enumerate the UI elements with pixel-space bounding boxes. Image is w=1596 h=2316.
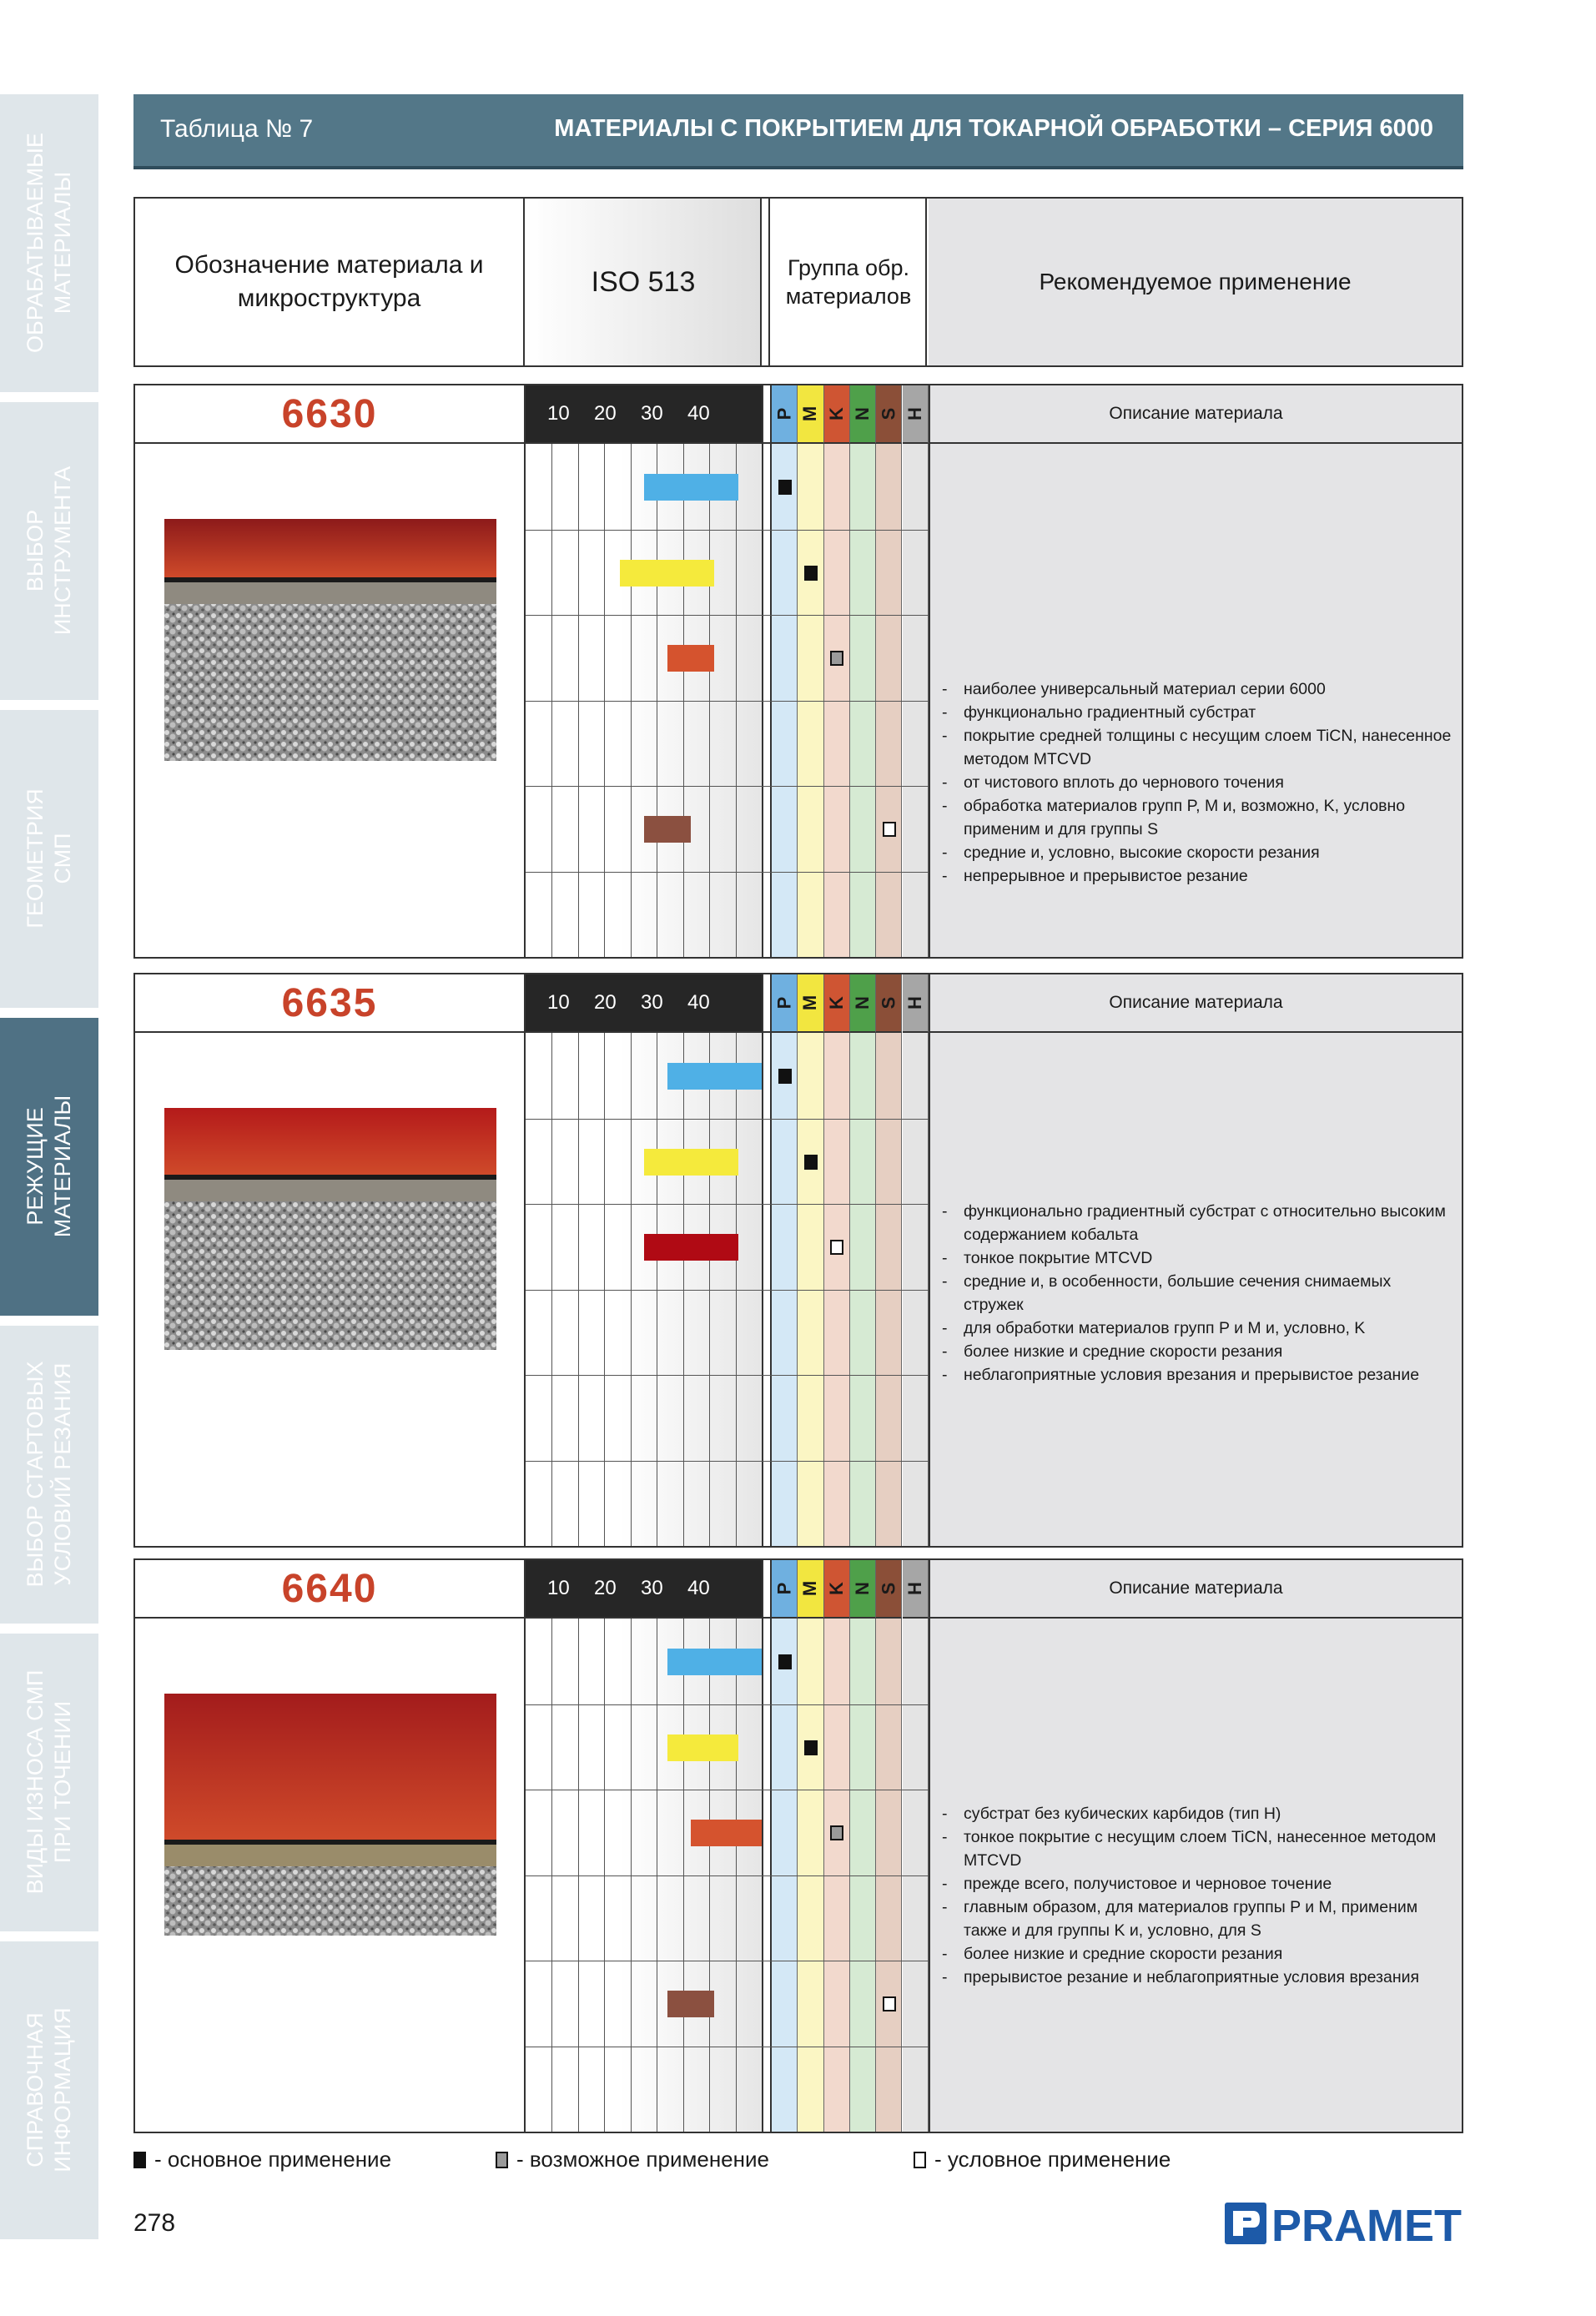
description-list: [942, 1802, 1453, 1989]
grid-hline: [526, 1461, 929, 1462]
sidebar-tab-7[interactable]: [0, 1941, 98, 2239]
header-iso-513: ISO 513: [526, 199, 762, 365]
iso-range-bar: [644, 474, 738, 501]
sidebar-tab-label: ВИДЫ ИЗНОСА СМП ПРИ ТОЧЕНИИ: [23, 1669, 75, 1895]
logo-text: PRAMET: [1271, 2201, 1462, 2248]
column-separator: [762, 385, 772, 444]
group-letter: N: [852, 996, 874, 1009]
group-header-m: [798, 385, 823, 444]
description-item: - покрытие средней толщины с несущим слоем TiCN, нанесенное методом MTCVD: [942, 724, 1453, 771]
coating-interface: [164, 1840, 496, 1845]
microstructure-cell: [135, 444, 526, 957]
group-letter: P: [773, 407, 795, 420]
sidebar-tab-1[interactable]: [0, 94, 98, 392]
group-letter: P: [773, 996, 795, 1009]
iso-range-bar: [667, 1991, 715, 2017]
iso-tick-label: 40: [687, 1577, 710, 1599]
iso-range-bar: [691, 1820, 762, 1846]
description-item: - наиболее универсальный материал серии 6000: [942, 677, 1453, 701]
iso-tick-label: 10: [547, 402, 570, 425]
grid-hline: [526, 1375, 929, 1376]
base-layer: [164, 1180, 496, 1201]
material-block-6635: [133, 973, 1463, 1548]
material-block-6630: [133, 384, 1463, 959]
group-header-p: [772, 1560, 798, 1619]
description-item: - функционально градиентный субстрат с относительно высоким содержанием кобальта: [942, 1200, 1453, 1246]
iso-tick-label: 20: [594, 402, 617, 425]
description-item: - неблагоприятные условия врезания и прерывистое резание: [942, 1363, 1453, 1387]
description-item: - непрерывное и прерывистое резание: [942, 864, 1453, 888]
material-code-cell: [135, 974, 526, 1033]
coating-interface: [164, 577, 496, 582]
iso-tick-label: 10: [547, 991, 570, 1014]
grid-hline: [526, 1875, 929, 1876]
description-list: [942, 1200, 1453, 1387]
pramet-logo-icon: [1225, 2203, 1266, 2244]
base-layer: [164, 1845, 496, 1866]
group-letter: S: [878, 407, 899, 420]
group-header-h: [903, 1560, 929, 1619]
grid-hline: [526, 701, 929, 702]
group-letter: K: [825, 1582, 847, 1595]
material-code: 6630: [281, 391, 378, 436]
sidebar-tab-6[interactable]: [0, 1634, 98, 1931]
coating-layer: [164, 1694, 496, 1840]
group-letter: S: [878, 1582, 899, 1595]
pramet-logo: [1225, 2199, 1465, 2248]
description-item: - субстрат без кубических карбидов (тип H): [942, 1802, 1453, 1825]
group-letter: M: [799, 994, 821, 1011]
group-letter: H: [904, 1582, 925, 1595]
group-letter: M: [799, 405, 821, 422]
group-header-k: [824, 385, 850, 444]
group-letter: H: [904, 407, 925, 420]
group-header-m: [798, 1560, 823, 1619]
description-item: - для обработки материалов групп P и M и, условно, K: [942, 1317, 1453, 1340]
group-header-k: [824, 1560, 850, 1619]
material-block-6640: [133, 1558, 1463, 2133]
sidebar-tab-label: ВЫБОР СТАРТОВЫХ УСЛОВИЙ РЕЗАНИЯ: [23, 1361, 75, 1588]
group-header-h: [903, 974, 929, 1033]
primary-marker-icon: [778, 480, 792, 495]
material-code: 6640: [281, 1566, 378, 1611]
legend-possible-label: - возможное применение: [516, 2147, 769, 2172]
iso-tick-label: 10: [547, 1577, 570, 1599]
page-title: МАТЕРИАЛЫ С ПОКРЫТИЕМ ДЛЯ ТОКАРНОЙ ОБРАБОТКИ – СЕРИЯ 6000: [554, 115, 1433, 142]
title-bar: [133, 94, 1463, 169]
description-item: - от чистового вплоть до чернового точения: [942, 771, 1453, 794]
iso-tick-label: 30: [641, 402, 663, 425]
grid-hline: [526, 786, 929, 787]
group-letter: H: [904, 996, 925, 1009]
group-letter: K: [825, 996, 847, 1009]
grid-hline: [526, 1204, 929, 1205]
iso-range-bar: [644, 1234, 738, 1261]
description-item: - главным образом, для материалов группы P и M, применим также и для группы K и, условно, для S: [942, 1896, 1453, 1942]
description-cell: [929, 444, 1462, 957]
legend-conditional-label: - условное применение: [934, 2147, 1171, 2172]
group-header-n: [850, 385, 876, 444]
iso-tick-label: 20: [594, 1577, 617, 1599]
base-layer: [164, 582, 496, 604]
iso-range-bar: [667, 1063, 762, 1090]
possible-marker-icon: [830, 1825, 843, 1840]
iso-tick-label: 20: [594, 991, 617, 1014]
group-header-p: [772, 385, 798, 444]
microstructure-cell: [135, 1619, 526, 2132]
primary-marker-icon: [778, 1069, 792, 1084]
group-header-s: [876, 385, 902, 444]
column-separator: [762, 1560, 772, 1619]
description-item: - средние и, в особенности, большие сечения снимаемых стружек: [942, 1270, 1453, 1317]
group-letter: P: [773, 1582, 795, 1595]
description-item: - средние и, условно, высокие скорости резания: [942, 841, 1453, 864]
possible-marker-icon: [830, 651, 843, 666]
group-letter: S: [878, 996, 899, 1009]
sidebar-tab-label: ГЕОМЕТРИЯ СМП: [23, 788, 75, 929]
primary-marker-icon: [804, 566, 818, 581]
primary-marker-icon: [778, 1654, 792, 1669]
iso-scale-header: [526, 974, 762, 1033]
coating-layer: [164, 519, 496, 577]
grid-hline: [526, 615, 929, 616]
iso-scale-header: [526, 385, 762, 444]
legend-primary-label: - основное применение: [154, 2147, 392, 2172]
group-header-p: [772, 974, 798, 1033]
grid-hline: [526, 530, 929, 531]
header-recommended-use: Рекомендуемое применение: [929, 199, 1462, 365]
microstructure-image: [164, 519, 496, 761]
sidebar-tab-4[interactable]: [0, 1018, 98, 1316]
grid-hline: [526, 872, 929, 873]
substrate-grains: [164, 604, 496, 761]
coating-interface: [164, 1175, 496, 1180]
conditional-marker-icon: [883, 822, 896, 837]
group-letter: K: [825, 407, 847, 420]
group-header-s: [876, 1560, 902, 1619]
iso-range-bar: [644, 816, 692, 843]
iso-range-bar: [667, 1734, 738, 1761]
description-header: Описание материала: [929, 974, 1462, 1033]
sidebar-tab-label: СПРАВОЧНАЯ ИНФОРМАЦИЯ: [23, 2007, 75, 2173]
description-header: Описание материала: [929, 385, 1462, 444]
description-item: - прежде всего, получистовое и черновое точение: [942, 1872, 1453, 1896]
legend-primary: [133, 2147, 391, 2173]
iso-range-bar: [620, 560, 714, 587]
microstructure-image: [164, 1694, 496, 1936]
sidebar-tab-2[interactable]: [0, 402, 98, 700]
description-item: - тонкое покрытие с несущим слоем TiCN, нанесенное методом MTCVD: [942, 1825, 1453, 1872]
legend-possible: [496, 2147, 769, 2173]
description-cell: [929, 1033, 1462, 1546]
iso-tick-label: 40: [687, 402, 710, 425]
iso-tick-label: 30: [641, 991, 663, 1014]
description-item: - тонкое покрытие MTCVD: [942, 1246, 1453, 1270]
sidebar-tab-label: ВЫБОР ИНСТРУМЕНТА: [23, 466, 75, 636]
group-letter: N: [852, 1582, 874, 1595]
conditional-marker-icon: [830, 1240, 843, 1255]
conditional-marker-icon: [914, 2152, 926, 2168]
material-code-cell: [135, 1560, 526, 1619]
sidebar-tab-5[interactable]: [0, 1326, 98, 1624]
description-item: - более низкие и средние скорости резания: [942, 1340, 1453, 1363]
grid-hline: [526, 1119, 929, 1120]
sidebar-tab-3[interactable]: [0, 710, 98, 1008]
iso-range-bar: [644, 1149, 738, 1176]
grid-hline: [526, 1704, 929, 1705]
primary-marker-icon: [804, 1155, 818, 1170]
group-letter: M: [799, 1580, 821, 1597]
sidebar-tab-label: ОБРАБАТЫВАЕМЫЕ МАТЕРИАЛЫ: [23, 133, 75, 353]
iso-range-bar: [667, 1649, 762, 1675]
group-header-s: [876, 974, 902, 1033]
description-item: - прерывистое резание и неблагоприятные условия врезания: [942, 1966, 1453, 1989]
conditional-marker-icon: [883, 1996, 896, 2011]
possible-marker-icon: [496, 2152, 508, 2168]
group-header-k: [824, 974, 850, 1033]
substrate-grains: [164, 1201, 496, 1350]
iso-range-bar: [667, 645, 715, 672]
sidebar-tab-label: РЕЖУЩИЕ МАТЕРИАЛЫ: [23, 1095, 75, 1238]
legend-conditional: [914, 2147, 1171, 2173]
iso-tick-label: 30: [641, 1577, 663, 1599]
description-item: - функционально градиентный субстрат: [942, 701, 1453, 724]
table-header: [133, 197, 1463, 367]
material-code-cell: [135, 385, 526, 444]
page-number: 278: [133, 2209, 176, 2237]
description-item: - обработка материалов групп P, M и, возможно, K, условно применим и для группы S: [942, 794, 1453, 841]
header-separator: [762, 199, 770, 365]
description-item: - более низкие и средние скорости резания: [942, 1942, 1453, 1966]
grid-hline: [526, 1290, 929, 1291]
substrate-grains: [164, 1866, 496, 1936]
material-code: 6635: [281, 980, 378, 1025]
group-header-n: [850, 1560, 876, 1619]
group-header-h: [903, 385, 929, 444]
table-number: Таблица № 7: [160, 115, 314, 143]
microstructure-cell: [135, 1033, 526, 1546]
group-letter: N: [852, 407, 874, 420]
column-separator: [762, 974, 772, 1033]
iso-scale-header: [526, 1560, 762, 1619]
primary-marker-icon: [133, 2152, 146, 2168]
description-header: Описание материала: [929, 1560, 1462, 1619]
description-cell: [929, 1619, 1462, 2132]
header-material-group: Группа обр. материалов: [772, 199, 927, 365]
header-material-designation: Обозначение материала и микроструктура: [135, 199, 525, 365]
group-header-m: [798, 974, 823, 1033]
primary-marker-icon: [804, 1740, 818, 1755]
microstructure-image: [164, 1108, 496, 1350]
iso-tick-label: 40: [687, 991, 710, 1014]
coating-layer: [164, 1108, 496, 1175]
group-header-n: [850, 974, 876, 1033]
description-list: [942, 677, 1453, 888]
